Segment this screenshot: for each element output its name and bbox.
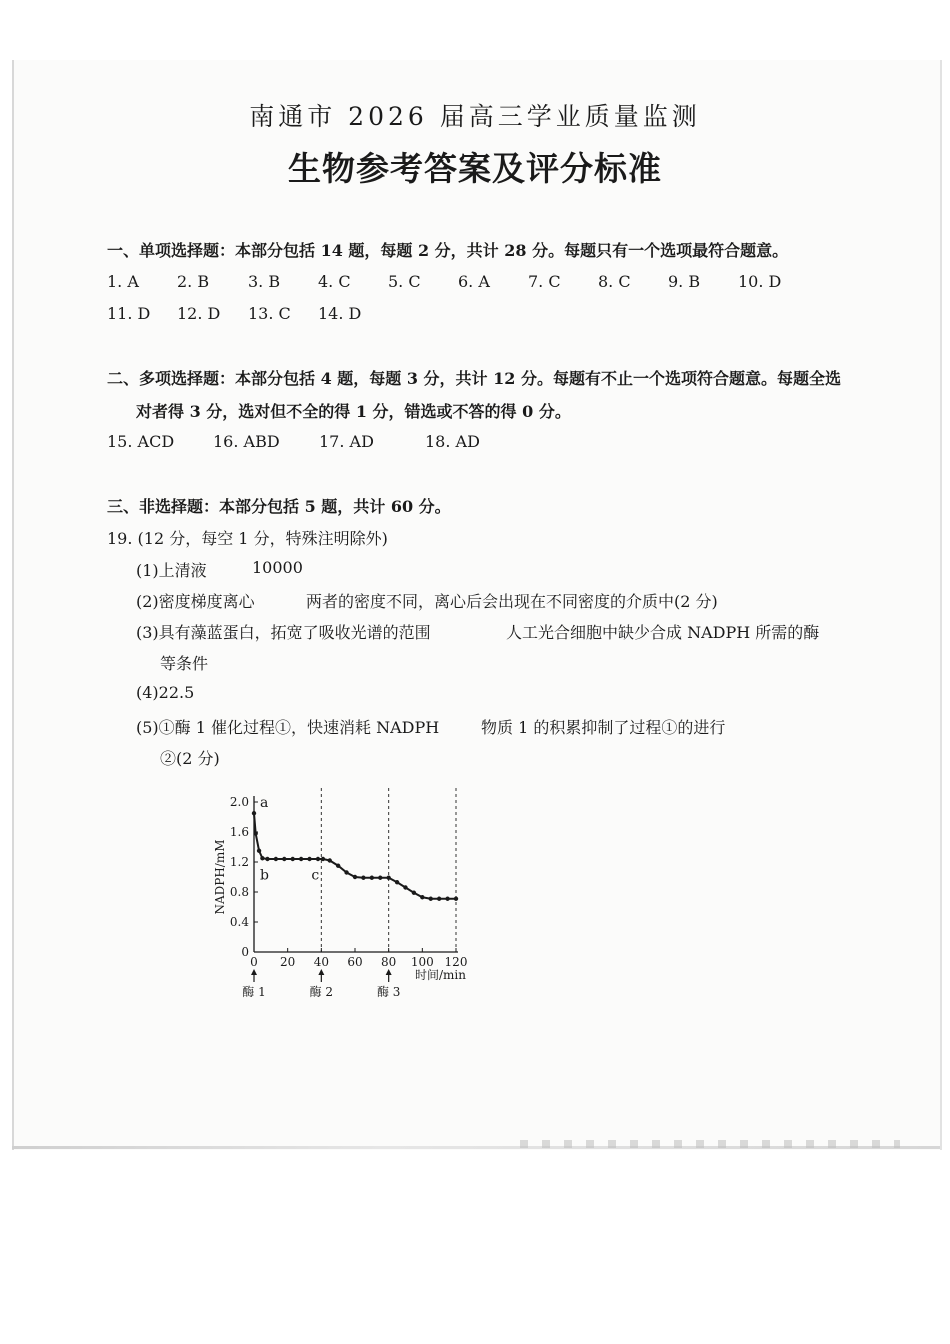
- nadph-series-line: [254, 813, 456, 899]
- data-point: [260, 856, 264, 860]
- x-tick-label: 60: [347, 955, 363, 969]
- enzyme-arrow-head: [318, 969, 324, 975]
- point-label-c: c: [311, 867, 320, 884]
- answer-item: 8. C: [598, 272, 631, 291]
- answer-item: 1. A: [107, 272, 139, 291]
- data-point: [386, 876, 390, 880]
- answer-item: 17. AD: [319, 432, 374, 451]
- data-point: [265, 857, 269, 861]
- answer-item: 18. AD: [425, 432, 480, 451]
- answer-item: 9. B: [668, 272, 701, 291]
- y-tick-label: 0.4: [229, 915, 249, 929]
- x-tick-label: 0: [250, 955, 258, 969]
- point-label-b: b: [260, 867, 269, 884]
- enzyme-label-1: 酶 1: [242, 985, 266, 999]
- data-point: [274, 857, 278, 861]
- point-label-a: a: [260, 795, 269, 811]
- enzyme-arrow-head: [386, 969, 392, 975]
- data-point: [299, 857, 303, 861]
- q19-answer-1b: 10000: [252, 558, 303, 577]
- q19-answer-4: (4)22.5: [136, 683, 195, 702]
- enzyme-label-3: 酶 3: [376, 985, 401, 999]
- data-point: [412, 891, 416, 895]
- x-tick-label: 80: [381, 955, 397, 969]
- x-axis-label: 时间/min: [415, 968, 466, 982]
- answer-item: 4. C: [318, 272, 351, 291]
- q19-answer-3b: 人工光合细胞中缺少合成 NADPH 所需的酶: [506, 623, 820, 642]
- data-point: [378, 876, 382, 880]
- data-point: [429, 897, 433, 901]
- data-point: [353, 875, 357, 879]
- answer-item: 3. B: [248, 272, 281, 291]
- data-point: [395, 880, 399, 884]
- x-tick-label: 120: [444, 955, 468, 969]
- data-point: [336, 864, 340, 868]
- q19-answer-5b: 物质 1 的积累抑制了过程①的进行: [481, 718, 726, 737]
- q19-answer-5-line2: ②(2 分): [160, 749, 220, 768]
- answer-item: 11. D: [107, 304, 151, 323]
- data-point: [257, 849, 261, 853]
- data-point: [437, 897, 441, 901]
- q19-answer-2a: (2)密度梯度离心: [136, 592, 255, 611]
- data-point: [403, 885, 407, 889]
- data-point: [316, 857, 320, 861]
- data-point: [370, 876, 374, 880]
- question19-header: 19. (12 分，每空 1 分，特殊注明除外): [107, 529, 388, 548]
- answer-item: 16. ABD: [213, 432, 280, 451]
- bleed-through-text: [520, 1140, 900, 1148]
- answer-item: 7. C: [528, 272, 561, 291]
- y-tick-label: 1.2: [229, 855, 249, 869]
- data-point: [454, 897, 458, 901]
- y-axis-label: NADPH/mM: [213, 839, 227, 915]
- data-point: [420, 895, 424, 899]
- section1-heading: 一、单项选择题：本部分包括 14 题，每题 2 分，共计 28 分。每题只有一个选项最符合题意。: [107, 241, 789, 260]
- data-point: [344, 870, 348, 874]
- answer-item: 5. C: [388, 272, 421, 291]
- data-point: [328, 858, 332, 862]
- data-point: [321, 857, 325, 861]
- x-tick-label: 20: [280, 955, 296, 969]
- q19-answer-5a: (5)①酶 1 催化过程①，快速消耗 NADPH: [136, 718, 440, 737]
- data-point: [307, 857, 311, 861]
- data-point: [361, 876, 365, 880]
- section3-heading: 三、非选择题：本部分包括 5 题，共计 60 分。: [107, 497, 451, 516]
- y-tick-label: 0: [241, 945, 249, 959]
- x-tick-label: 100: [410, 955, 434, 969]
- data-point: [291, 857, 295, 861]
- answer-item: 6. A: [458, 272, 490, 291]
- data-point: [253, 831, 257, 835]
- enzyme-arrow-head: [251, 969, 257, 975]
- y-tick-label: 2.0: [229, 795, 249, 809]
- x-tick-label: 40: [313, 955, 329, 969]
- q19-answer-1a: (1)上清液: [136, 561, 207, 580]
- enzyme-label-2: 酶 2: [309, 985, 334, 999]
- data-point: [282, 857, 286, 861]
- q19-answer-3a: (3)具有藻蓝蛋白，拓宽了吸收光谱的范围: [136, 623, 431, 642]
- y-tick-label: 1.6: [229, 825, 249, 839]
- answer-item: 12. D: [177, 304, 221, 323]
- document-subtitle: 南通市 2026 届高三学业质量监测: [249, 102, 701, 131]
- answer-item: 2. B: [177, 272, 210, 291]
- answer-item: 10. D: [738, 272, 782, 291]
- q19-answer-3-cont: 等条件: [160, 654, 209, 673]
- data-point: [252, 811, 256, 815]
- answer-item: 13. C: [248, 304, 291, 323]
- answer-item: 14. D: [318, 304, 362, 323]
- data-point: [445, 897, 449, 901]
- answer-item: 15. ACD: [107, 432, 175, 451]
- document-title: 生物参考答案及评分标准: [288, 149, 662, 188]
- y-tick-label: 0.8: [229, 885, 249, 899]
- section2-heading-cont: 对者得 3 分，选对但不全的得 1 分，错选或不答的得 0 分。: [136, 402, 571, 421]
- section2-heading: 二、多项选择题：本部分包括 4 题，每题 3 分，共计 12 分。每题有不止一个选项符合题意。每题全选: [107, 369, 841, 388]
- nadph-line-chart: [200, 780, 490, 1005]
- q19-answer-2b: 两者的密度不同，离心后会出现在不同密度的介质中(2 分): [306, 592, 718, 611]
